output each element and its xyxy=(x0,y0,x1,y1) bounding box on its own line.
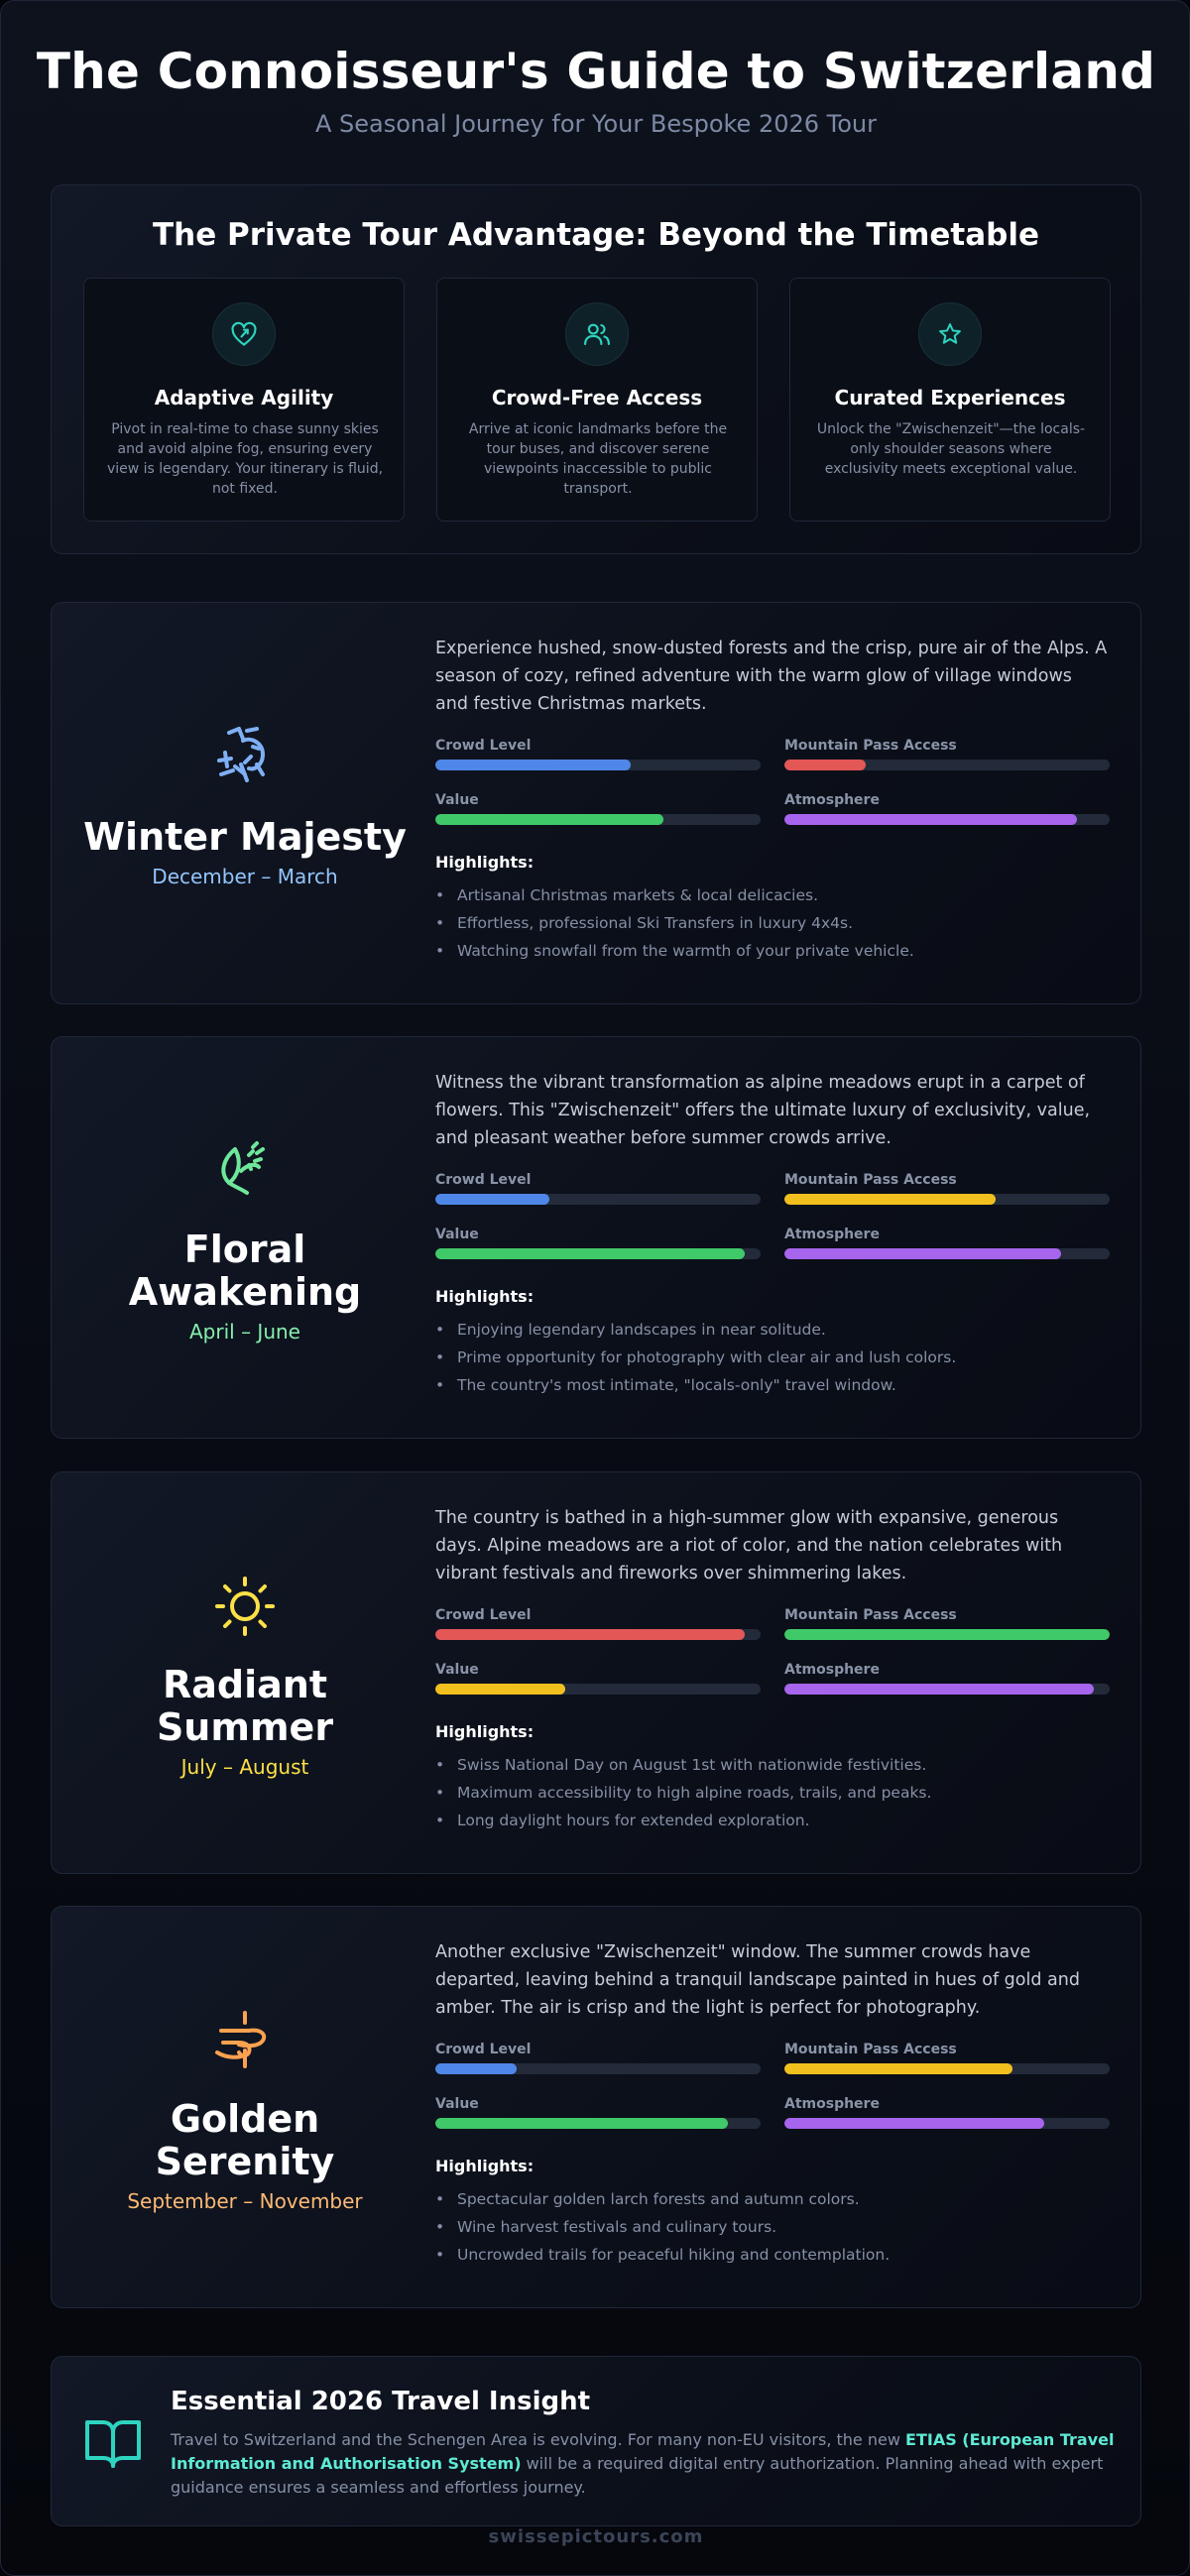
list-item: • Spectacular golden larch forests and autumn colors. xyxy=(435,2185,1110,2213)
highlights-title: Highlights: xyxy=(435,1287,535,1306)
list-item: • Artisanal Christmas markets & local delicacies. xyxy=(435,881,1110,909)
metric-bar-track xyxy=(784,1629,1110,1640)
list-item: • Prime opportunity for photography with clear air and lush colors. xyxy=(435,1344,1110,1371)
metric-bar-track xyxy=(784,1248,1110,1259)
metric-bar-track xyxy=(435,1248,761,1259)
metric-label: Mountain Pass Access xyxy=(784,738,957,754)
season-heading xyxy=(52,1037,438,1438)
list-item: • Maximum accessibility to high alpine roads, trails, and peaks. xyxy=(435,1779,1110,1807)
season-dates: December – March xyxy=(152,864,338,888)
list-item: • Effortless, professional Ski Transfers in luxury 4x4s. xyxy=(435,909,1110,937)
star-icon xyxy=(918,302,982,366)
insight-text-part: will be a required digital entry authorization. Planning ahead with expert guidance ensures a seamless and effortless journey. xyxy=(171,2454,1104,2497)
season-description: Witness the vibrant transformation as alpine meadows erupt in a carpet of flowers. This "Zwischenzeit" offers the ultimate luxury of exclusivity, value, and pleasant weather before summer crowds arrive. xyxy=(435,1073,1091,1148)
metric-label: Mountain Pass Access xyxy=(784,1607,957,1623)
season-heading xyxy=(52,1907,438,2307)
metric-bar-track xyxy=(784,2063,1110,2074)
metric-label: Atmosphere xyxy=(784,792,880,808)
metric-bar-fill xyxy=(435,814,663,825)
metric-mountain-pass-access xyxy=(784,738,1110,770)
sun-icon xyxy=(205,1567,285,1646)
metric-label: Atmosphere xyxy=(784,1227,880,1242)
insight-text-part: Travel to Switzerland and the Schengen Area is evolving. For many non-EU visitors, the new xyxy=(171,2430,906,2449)
metric-atmosphere xyxy=(784,2096,1110,2129)
travel-insight-card xyxy=(51,2356,1141,2526)
season-metrics xyxy=(435,1607,1110,1695)
list-item: • Watching snowfall from the warmth of your private vehicle. xyxy=(435,937,1110,965)
footer-domain: swissepictours.com xyxy=(488,2526,704,2547)
snowflake-icon xyxy=(205,719,285,798)
metric-atmosphere xyxy=(784,1227,1110,1259)
metric-bar-track xyxy=(435,1684,761,1695)
season-description: Experience hushed, snow-dusted forests and the crisp, pure air of the Alps. A season of cozy, refined adventure with the warm glow of village windows and festive Christmas markets. xyxy=(435,639,1108,714)
highlights-list xyxy=(435,1751,1110,1834)
list-item: • Wine harvest festivals and culinary tours. xyxy=(435,2213,1110,2241)
advantage-item-title: Adaptive Agility xyxy=(154,386,334,410)
metric-label: Value xyxy=(435,792,479,808)
metric-label: Mountain Pass Access xyxy=(784,2042,957,2057)
metric-value xyxy=(435,1662,761,1695)
metric-mountain-pass-access xyxy=(784,1607,1110,1640)
users-icon xyxy=(565,302,629,366)
metric-value xyxy=(435,2096,761,2129)
metric-label: Crowd Level xyxy=(435,738,532,754)
metric-label: Crowd Level xyxy=(435,2042,532,2057)
season-description: The country is bathed in a high-summer glow with expansive, generous days. Alpine meadows are a riot of color, and the nation celebrates with vibrant festivals and fireworks over shimmering lakes. xyxy=(435,1508,1063,1583)
metric-bar-track xyxy=(435,814,761,825)
metric-bar-track xyxy=(435,2118,761,2129)
insight-text xyxy=(171,2428,1123,2500)
metric-bar-fill xyxy=(784,760,866,770)
page-title: The Connoisseur's Guide to Switzerland xyxy=(36,43,1156,100)
metric-label: Mountain Pass Access xyxy=(784,1172,957,1188)
metric-bar-fill xyxy=(435,1248,745,1259)
season-heading xyxy=(52,1472,438,1873)
list-item: • Long daylight hours for extended exploration. xyxy=(435,1807,1110,1834)
metric-bar-fill xyxy=(784,814,1077,825)
metric-bar-fill xyxy=(784,2063,1012,2074)
metric-bar-fill xyxy=(435,1629,745,1640)
metric-bar-track xyxy=(435,1629,761,1640)
advantage-item-desc: Unlock the "Zwischenzeit"—the locals-only shoulder seasons where exclusivity meets exceptional value. xyxy=(816,421,1086,477)
season-details xyxy=(435,635,1110,965)
highlights-title: Highlights: xyxy=(435,853,535,872)
advantage-item-desc: Pivot in real-time to chase sunny skies and avoid alpine fog, ensuring every view is legendary. Your itinerary is fluid, not fixed. xyxy=(106,421,384,497)
metric-label: Value xyxy=(435,2096,479,2112)
metric-bar-track xyxy=(784,2118,1110,2129)
list-item: • Uncrowded trails for peaceful hiking and contemplation. xyxy=(435,2241,1110,2269)
metric-bar-fill xyxy=(784,1194,996,1205)
metric-mountain-pass-access xyxy=(784,2042,1110,2074)
season-metrics xyxy=(435,1172,1110,1259)
advantage-item-crowd-free-access xyxy=(436,278,758,522)
highlights-title: Highlights: xyxy=(435,1722,535,1741)
metric-bar-fill xyxy=(435,2063,517,2074)
season-details xyxy=(435,1504,1110,1834)
metric-atmosphere xyxy=(784,792,1110,825)
season-dates: July – August xyxy=(180,1755,309,1779)
advantage-item-title: Crowd-Free Access xyxy=(491,386,703,410)
season-card-autumn xyxy=(51,1906,1141,2308)
metric-bar-track xyxy=(784,1194,1110,1205)
season-card-winter xyxy=(51,602,1141,1004)
advantage-title: The Private Tour Advantage: Beyond the Timetable xyxy=(152,217,1040,253)
list-item: • Swiss National Day on August 1st with nationwide festivities. xyxy=(435,1751,1110,1779)
open-book-icon xyxy=(83,2414,143,2470)
metric-label: Crowd Level xyxy=(435,1607,532,1623)
season-metrics xyxy=(435,2042,1110,2129)
advantage-item-curated-experiences xyxy=(789,278,1111,522)
metric-label: Atmosphere xyxy=(784,1662,880,1678)
metric-crowd-level xyxy=(435,738,761,770)
metric-bar-track xyxy=(435,2063,761,2074)
wind-leaf-icon xyxy=(205,2001,285,2080)
metric-crowd-level xyxy=(435,1172,761,1205)
advantage-item-title: Curated Experiences xyxy=(834,386,1066,410)
metric-bar-fill xyxy=(435,760,631,770)
metric-value xyxy=(435,792,761,825)
metric-crowd-level xyxy=(435,1607,761,1640)
list-item: • The country's most intimate, "locals-only" travel window. xyxy=(435,1371,1110,1399)
highlights-title: Highlights: xyxy=(435,2157,535,2175)
metric-bar-fill xyxy=(435,1194,549,1205)
metric-value xyxy=(435,1227,761,1259)
metric-bar-fill xyxy=(435,1684,565,1695)
metric-mountain-pass-access xyxy=(784,1172,1110,1205)
advantage-card xyxy=(51,184,1141,554)
metric-label: Value xyxy=(435,1662,479,1678)
season-card-summer xyxy=(51,1471,1141,1874)
highlights-list xyxy=(435,1316,1110,1399)
etias-highlight: ETIAS (European Travel Information and Authorisation System) xyxy=(171,2430,1115,2473)
metric-bar-fill xyxy=(784,2118,1044,2129)
metric-bar-fill xyxy=(784,1629,1110,1640)
season-details xyxy=(435,1938,1110,2269)
highlights-list xyxy=(435,2185,1110,2269)
page-header xyxy=(1,43,1190,138)
season-name: Floral Awakening xyxy=(128,1228,362,1314)
flower-icon xyxy=(205,1131,285,1211)
season-name: Golden Serenity xyxy=(155,2097,335,2183)
metric-bar-fill xyxy=(784,1248,1061,1259)
metric-bar-track xyxy=(784,814,1110,825)
metric-bar-track xyxy=(784,1684,1110,1695)
metric-label: Value xyxy=(435,1227,479,1242)
heart-arrow-icon xyxy=(212,302,276,366)
metric-bar-track xyxy=(784,760,1110,770)
season-name: Winter Majesty xyxy=(83,814,407,859)
metric-bar-fill xyxy=(784,1684,1094,1695)
list-item: • Enjoying legendary landscapes in near solitude. xyxy=(435,1316,1110,1344)
season-metrics xyxy=(435,738,1110,825)
metric-bar-track xyxy=(435,760,761,770)
metric-bar-track xyxy=(435,1194,761,1205)
page-subtitle: A Seasonal Journey for Your Bespoke 2026 Tour xyxy=(314,110,877,138)
season-description: Another exclusive "Zwischenzeit" window. The summer crowds have departed, leaving behind a tranquil landscape painted in hues of gold and amber. The air is crisp and the light is perfect for photography. xyxy=(435,1942,1080,2018)
metric-atmosphere xyxy=(784,1662,1110,1695)
advantage-item-desc: Arrive at iconic landmarks before the tour buses, and discover serene viewpoints inaccessible to public transport. xyxy=(468,421,728,497)
season-heading xyxy=(52,603,438,1003)
season-name: Radiant Summer xyxy=(156,1663,334,1749)
season-dates: April – June xyxy=(189,1320,300,1344)
season-dates: September – November xyxy=(127,2189,363,2213)
metric-label: Crowd Level xyxy=(435,1172,532,1188)
highlights-list xyxy=(435,881,1110,965)
metric-label: Atmosphere xyxy=(784,2096,880,2112)
insight-title: Essential 2026 Travel Insight xyxy=(171,2387,591,2416)
metric-bar-fill xyxy=(435,2118,728,2129)
metric-crowd-level xyxy=(435,2042,761,2074)
season-card-spring xyxy=(51,1036,1141,1439)
season-details xyxy=(435,1069,1110,1399)
advantage-item-adaptive-agility xyxy=(83,278,405,522)
